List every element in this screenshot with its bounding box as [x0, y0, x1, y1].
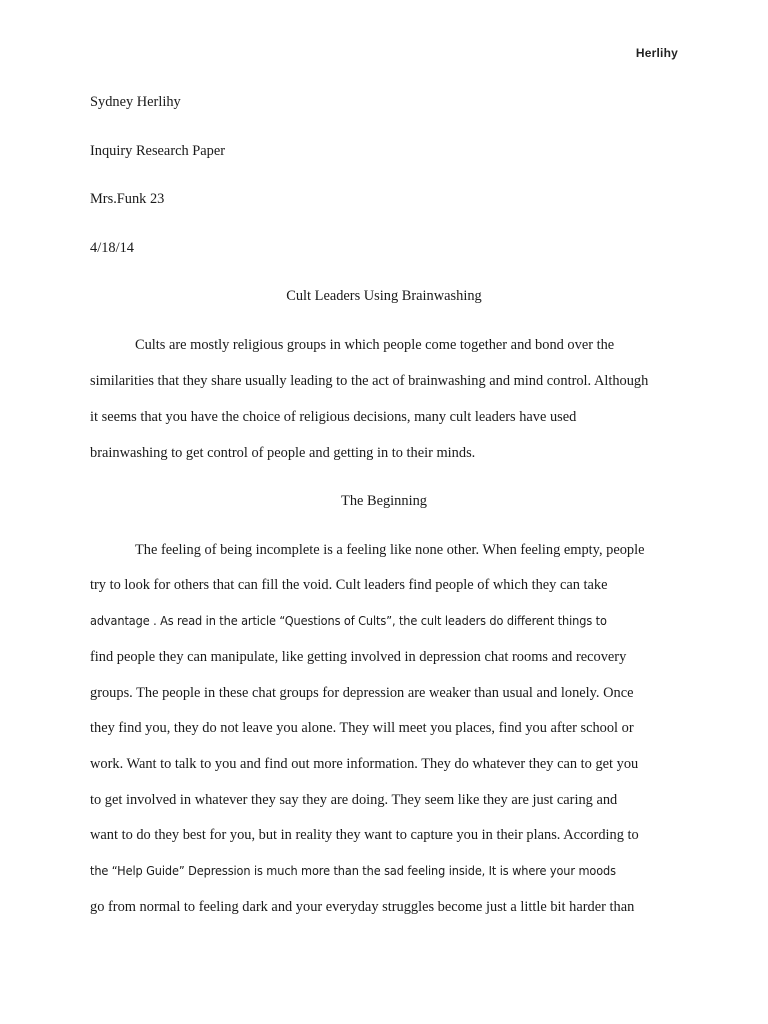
- body-line: want to do they best for you, but in reality they want to capture you in their plans. According to: [90, 827, 639, 843]
- body-line: the “Help Guide” Depression is much more than the sad feeling inside, It is where your moods: [90, 863, 616, 878]
- intro-line: it seems that you have the choice of religious decisions, many cult leaders have used: [90, 409, 577, 425]
- body-line: find people they can manipulate, like getting involved in depression chat rooms and recovery: [90, 649, 627, 665]
- section-heading: The Beginning: [341, 493, 427, 509]
- body-line: they find you, they do not leave you alone. They will meet you places, find you after school or: [90, 720, 634, 736]
- running-header: Herlihy: [635, 46, 678, 60]
- date: 4/18/14: [90, 240, 134, 256]
- body-line: try to look for others that can fill the void. Cult leaders find people of which they can take: [90, 577, 608, 593]
- body-line: go from normal to feeling dark and your everyday struggles become just a little bit harder than: [90, 899, 635, 915]
- intro-line: similarities that they share usually leading to the act of brainwashing and mind control. Although: [90, 373, 649, 389]
- paper-title: Cult Leaders Using Brainwashing: [286, 288, 482, 304]
- body-line: advantage . As read in the article “Questions of Cults”, the cult leaders do different things to: [90, 613, 607, 628]
- body-line: groups. The people in these chat groups for depression are weaker than usual and lonely. Once: [90, 685, 634, 701]
- intro-line: brainwashing to get control of people and getting in to their minds.: [90, 445, 476, 461]
- teacher-name: Mrs.Funk 23: [90, 191, 165, 207]
- author-name: Sydney Herlihy: [90, 94, 181, 110]
- body-line: The feeling of being incomplete is a feeling like none other. When feeling empty, people: [135, 542, 645, 558]
- body-line: to get involved in whatever they say they are doing. They seem like they are just caring and: [90, 792, 618, 808]
- body-line: work. Want to talk to you and find out more information. They do whatever they can to get you: [90, 756, 639, 772]
- intro-line: Cults are mostly religious groups in which people come together and bond over the: [135, 337, 615, 353]
- assignment-title: Inquiry Research Paper: [90, 143, 226, 159]
